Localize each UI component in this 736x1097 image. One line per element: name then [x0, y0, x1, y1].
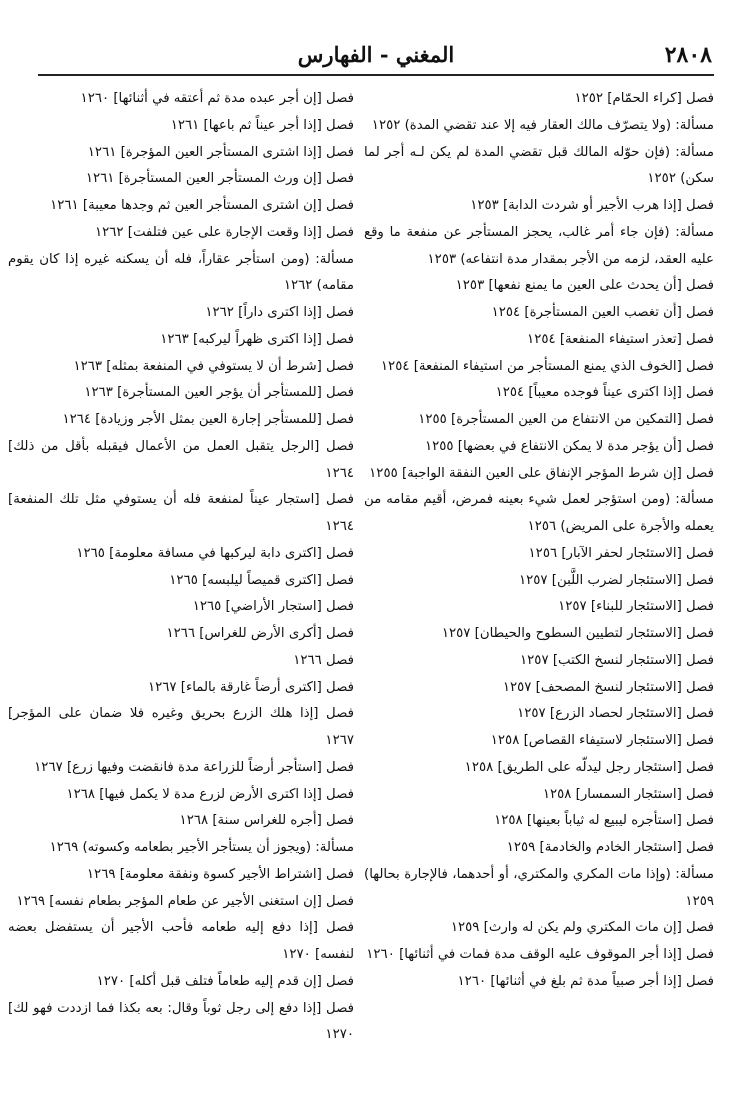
index-entry: فصل [إن أجر عبده مدة ثم أعتقه في أثنائها] ١٢٦٠: [80, 91, 354, 106]
index-entry: فصل [أن يؤجر مدة لا يمكن الانتفاع في بعضها] ١٢٥٥: [424, 438, 714, 454]
index-entry: فصل [إن اشترى المستأجر العين ثم وجدها معيبة] ١٢٦١: [50, 198, 354, 213]
index-entry: فصل [كراء الحمّام] ١٢٥٢: [574, 91, 714, 106]
index-entry: فصل [إذا اشترى المستأجر العين المؤجرة] ١٢٦١: [87, 144, 354, 160]
index-entry: فصل [للمستأجر إجارة العين بمثل الأجر وزيادة] ١٢٦٤: [62, 412, 354, 427]
index-entry: فصل ١٢٦٦: [293, 652, 354, 668]
index-entry: فصل [اكترى دابة ليركبها في مسافة معلومة] ١٢٦٥: [76, 545, 354, 561]
index-entry: فصل [الاستئجار لتطيين السطوح والحيطان] ١٢٥٧: [441, 626, 714, 641]
index-entry: فصل [الاستئجار لنسخ الكتب] ١٢٥٧: [520, 652, 714, 668]
index-entry: فصل [استئجار الخادم والخادمة] ١٢٥٩: [506, 840, 714, 855]
index-entry: فصل [إن شرط المؤجر الإنفاق على العين النفقة الواجبة] ١٢٥٥: [369, 465, 714, 481]
index-entry: مسألة: (ويجوز أن يستأجر الأجير بطعامه وكسوته) ١٢٦٩: [49, 840, 354, 855]
index-column-right: [364, 86, 714, 996]
index-entry: فصل [أن يحدث على العين ما يمنع نفعها] ١٢٥٣: [455, 278, 714, 294]
page-number: ٢٨٠٨: [664, 42, 712, 68]
index-entry: فصل [إذا أجر صبياً مدة ثم بلغ في أثنائها] ١٢٦٠: [457, 973, 714, 989]
index-entry: فصل [إذا اكترى الأرض لزرع مدة لا يكمل فيها] ١٢٦٨: [66, 786, 354, 802]
index-entry: فصل [إذا دفع إلى رجل ثوباً وقال: بعه بكذا فما ازددت فهو لك] ١٢٧٠: [8, 1000, 354, 1043]
index-entry: فصل [استجار عيناً لمنفعة فله أن يستوفي مثل تلك المنفعة] ١٢٦٤: [8, 492, 354, 534]
index-entry: فصل [إذا هلك الزرع بحريق وغيره فلا ضمان على المؤجر] ١٢٦٧: [8, 706, 354, 748]
index-entry: فصل [الاستئجار لحفر الآبار] ١٢٥٦: [528, 545, 714, 561]
index-entry: فصل [أن تغصب العين المستأجرة] ١٢٥٤: [491, 305, 714, 320]
index-entry: فصل [الاستئجار للبناء] ١٢٥٧: [558, 599, 714, 615]
index-entry: مسألة: (فإن حوّله المالك قبل تقضي المدة لم يكن لـه أجر لما سكن) ١٢٥٢: [364, 144, 714, 187]
index-entry: فصل [اشتراط الأجير كسوة ونفقة معلومة] ١٢٦٩: [86, 866, 354, 882]
index-entry: فصل [للمستأجر أن يؤجر العين المستأجرة] ١٢٦٣: [84, 385, 354, 401]
index-entry: فصل [استجار الأراضي] ١٢٦٥: [192, 599, 354, 615]
index-entry: فصل [إذا اكترى ظهراً ليركبه] ١٢٦٣: [160, 331, 354, 347]
index-entry: فصل [إذا اكترى عيناً فوجده معيباً] ١٢٥٤: [495, 385, 714, 401]
index-entry: فصل [إذا أجر الموقوف عليه الوقف مدة فمات في أثنائها] ١٢٦٠: [366, 947, 714, 962]
index-entry: فصل [استأجر أرضاً للزراعة مدة فانقضت وفيها زرع] ١٢٦٧: [34, 759, 354, 775]
index-entry: مسألة: (ومن استؤجر لعمل شيء بعينه فمرض، أقيم مقامه من يعمله والأجرة على المريض) ١٢٥٦: [364, 492, 714, 534]
index-entry: فصل [إذا اكترى داراً] ١٢٦٢: [205, 305, 354, 320]
index-entry: فصل [أجره للغراس سنة] ١٢٦٨: [179, 813, 354, 829]
index-entry: فصل [شرط أن لا يستوفي في المنفعة بمثله] ١٢٦٣: [73, 358, 354, 374]
index-entry: فصل [الخوف الذي يمنع المستأجر من استيفاء المنفعة] ١٢٥٤: [380, 358, 714, 374]
index-entry: فصل [الاستئجار لضرب اللَّبن] ١٢٥٧: [518, 572, 714, 588]
index-entry: فصل [اكترى أرضاً غارقة بالماء] ١٢٦٧: [148, 679, 354, 695]
index-entry: فصل [إذا وقعت الإجارة على عين فتلفت] ١٢٦٢: [94, 224, 354, 240]
index-entry: فصل [الاستئجار لاستيفاء القصاص] ١٢٥٨: [490, 733, 714, 748]
index-entry: فصل [إذا دفع إليه طعامه فأحب الأجير أن يستفضل بعضه لنفسه] ١٢٧٠: [8, 920, 354, 962]
index-entry: فصل [الاستئجار لنسخ المصحف] ١٢٥٧: [502, 679, 714, 695]
index-entry: فصل [إذا هرب الأجير أو شردت الدابة] ١٢٥٣: [470, 198, 714, 213]
index-entry: فصل [أكرى الأرض للغراس] ١٢٦٦: [166, 626, 354, 641]
index-entry: فصل [استئجار رجل ليدلّه على الطريق] ١٢٥٨: [464, 759, 714, 775]
index-entry: فصل [استئجار السمسار] ١٢٥٨: [542, 786, 714, 802]
index-column-left: [8, 86, 354, 1049]
index-entry: فصل [إن استغنى الأجير عن طعام المؤجر بطعام نفسه] ١٢٦٩: [16, 893, 354, 909]
index-entry: فصل [اكترى قميصاً ليلبسه] ١٢٦٥: [169, 572, 354, 588]
index-entry: مسألة: (ومن استأجر عقاراً، فله أن يسكنه غيره إذا كان يقوم مقامه) ١٢٦٢: [8, 251, 354, 294]
page-header: [38, 40, 714, 76]
index-entry: فصل [إن قدم إليه طعاماً فتلف قبل أكله] ١٢٧٠: [96, 973, 354, 989]
index-entry: مسألة: (وإذا مات المكري والمكتري، أو أحدهما، فالإجارة بحالها) ١٢٥٩: [364, 866, 714, 909]
index-entry: مسألة: (ولا يتصرّف مالك العقار فيه إلا عند تقضي المدة) ١٢٥٢: [371, 117, 714, 133]
index-entry: فصل [التمكين من الانتفاع من العين المستأجرة] ١٢٥٥: [418, 412, 714, 427]
index-entry: فصل [إن مات المكتري ولم يكن له وارث] ١٢٥٩: [450, 920, 714, 936]
running-title: المغني - الفهارس: [297, 42, 455, 67]
index-entry: فصل [إن ورث المستأجر العين المستأجرة] ١٢٦١: [85, 171, 354, 187]
index-entry: مسألة: (فإن جاء أمر غالب، يحجز المستأجر عن منفعة ما وقع عليه العقد، لزمه من الأجر بمقدار مدة انتفاعه) ١٢٥٣: [364, 224, 714, 267]
index-entry: فصل [إذا أجر عيناً ثم باعها] ١٢٦١: [170, 117, 354, 133]
index-entry: فصل [الاستئجار لحصاد الزرع] ١٢٥٧: [517, 706, 714, 722]
index-entry: فصل [الرجل يتقبل العمل من الأعمال فيقبله بأقل من ذلك] ١٢٦٤: [8, 438, 354, 481]
index-entry: فصل [تعذر استيفاء المنفعة] ١٢٥٤: [527, 331, 714, 347]
index-entry: فصل [استأجره ليبيع له ثياباً بعينها] ١٢٥٨: [494, 813, 714, 829]
